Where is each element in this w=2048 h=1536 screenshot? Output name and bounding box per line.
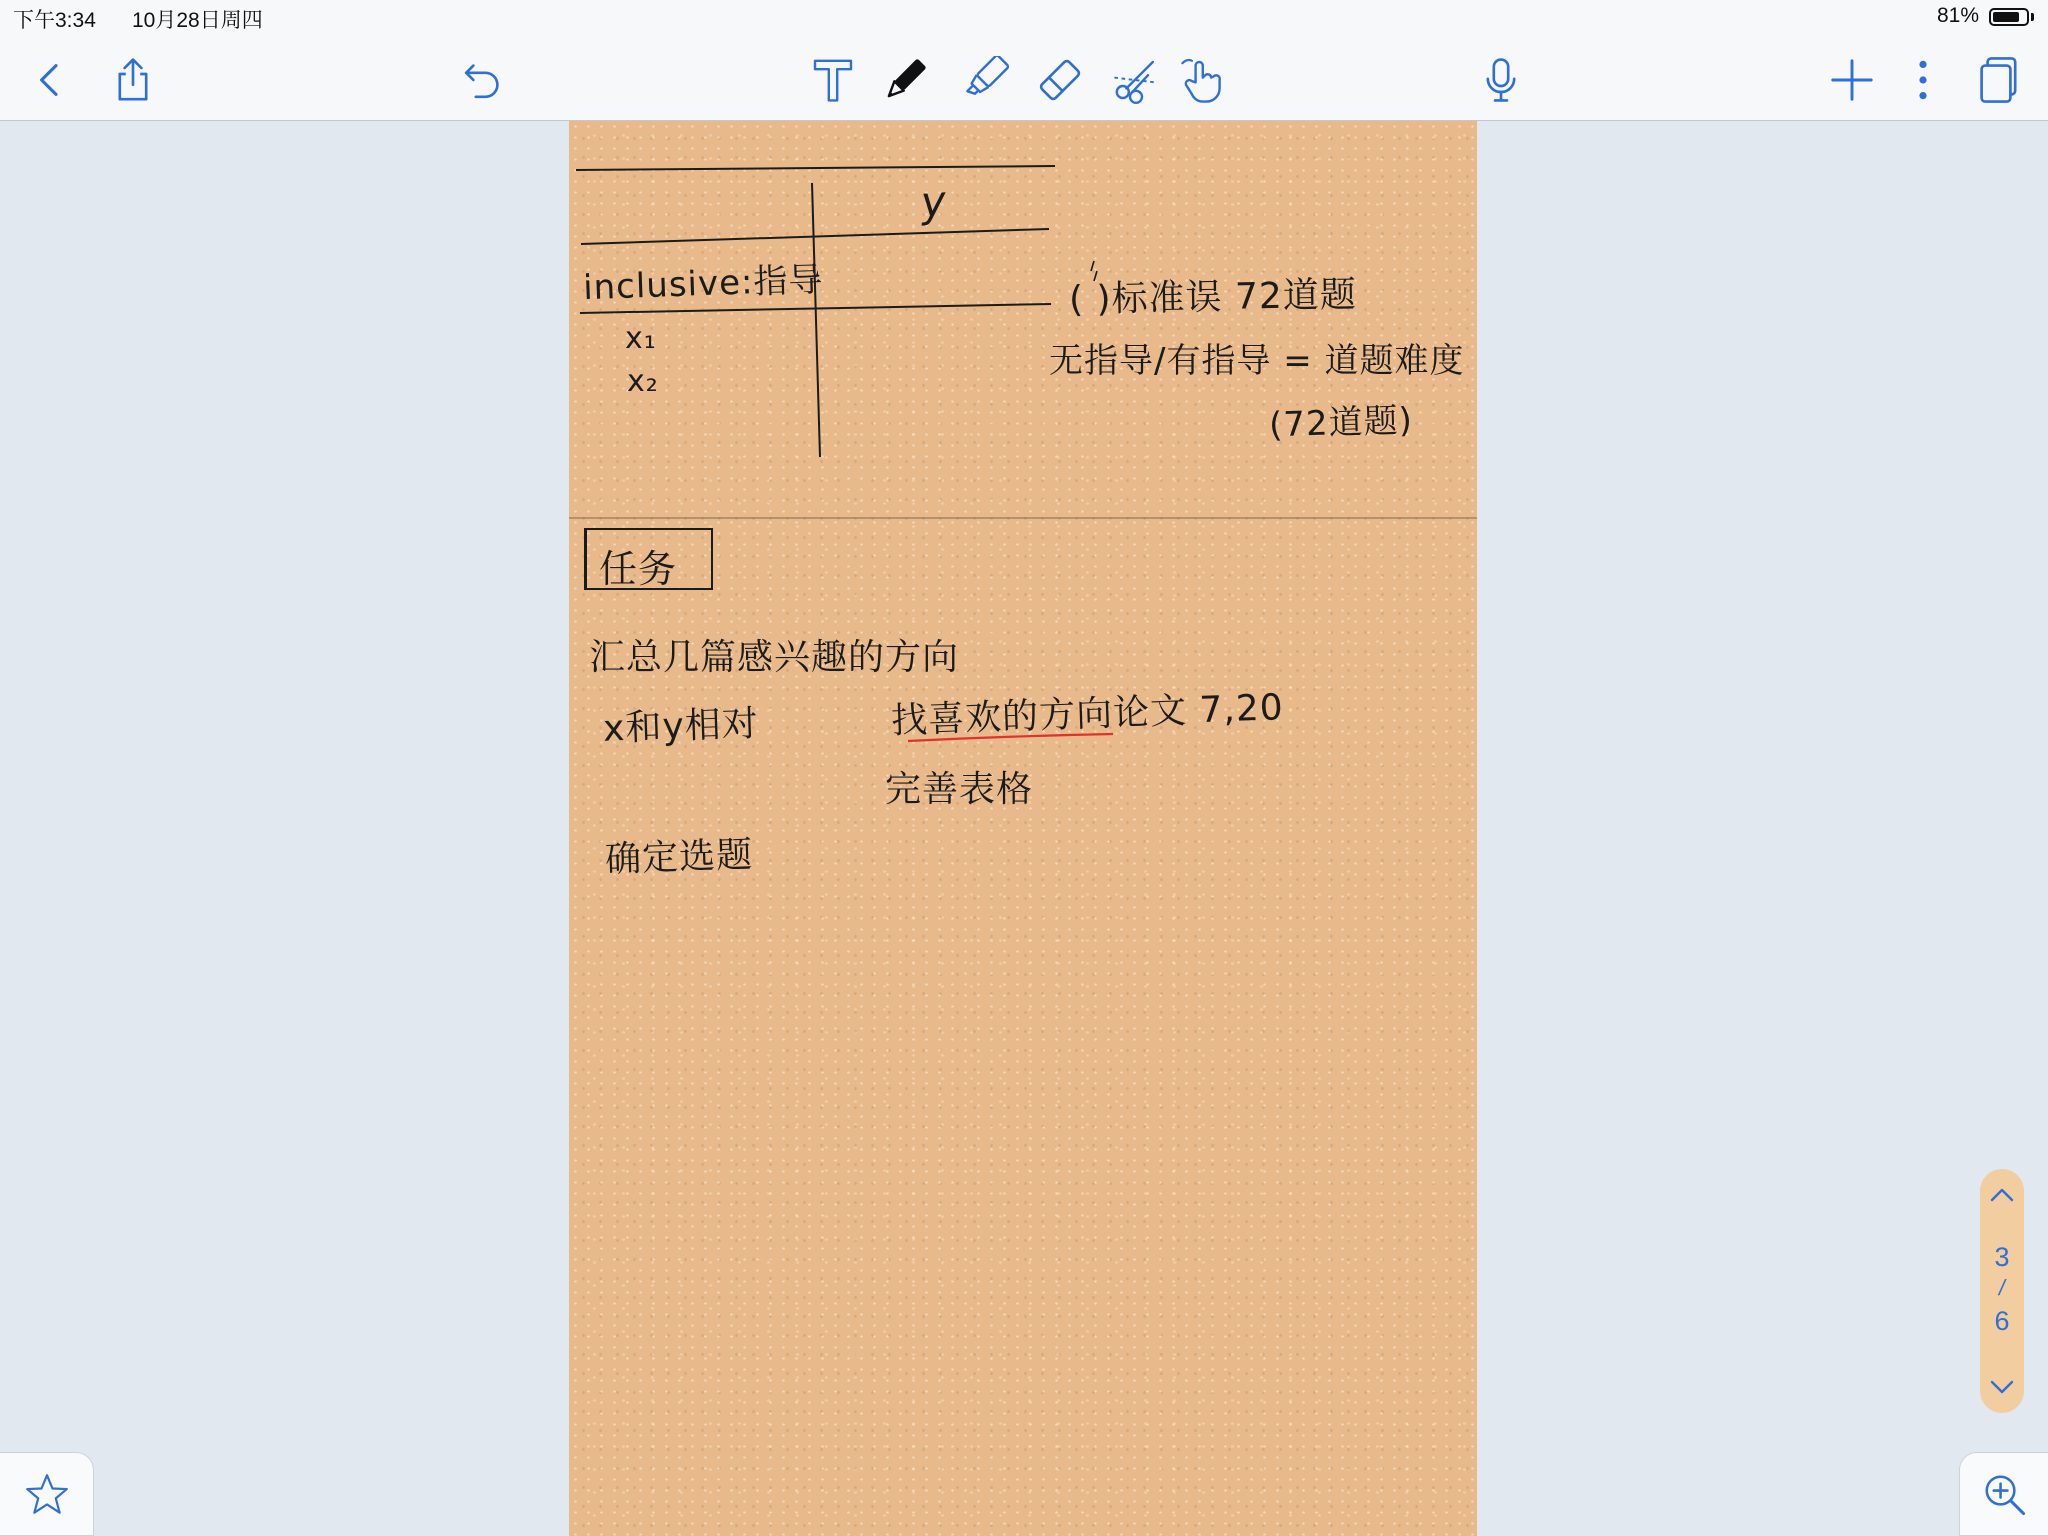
side-note: ( )标准误 72道题 — [1068, 274, 1358, 321]
table-row-label: x₂ — [627, 364, 659, 399]
back-button[interactable] — [24, 54, 76, 106]
page-navigator — [1980, 1169, 2024, 1413]
share-icon — [109, 56, 157, 104]
pen-tool-button[interactable] — [879, 54, 931, 106]
battery-percent: 81% — [1937, 4, 1980, 27]
hand-pointer-icon — [1180, 56, 1228, 104]
task-item: 找喜欢的方向论文 7,20 — [890, 687, 1285, 742]
share-button[interactable] — [107, 54, 159, 106]
total-pages: 6 — [1994, 1306, 2010, 1336]
task-item: x和y相对 — [602, 703, 760, 750]
add-page-button[interactable] — [1826, 54, 1878, 106]
table-row-header: inclusive:指导 — [582, 259, 825, 309]
top-bar — [0, 0, 2048, 121]
side-note: (72道题) — [1268, 400, 1414, 446]
hand-tool-button[interactable] — [1178, 54, 1230, 106]
table-top-line — [576, 166, 1055, 170]
undo-button[interactable] — [457, 54, 509, 106]
side-note: 无指导/有指导 = 道题难度 — [1049, 341, 1465, 381]
pen-icon — [881, 56, 929, 104]
microphone-icon — [1477, 56, 1525, 104]
lasso-tool-button[interactable] — [1110, 54, 1162, 106]
table-header-line — [581, 229, 1049, 244]
task-item: 汇总几篇感兴趣的方向 — [589, 637, 960, 678]
chevron-left-icon — [26, 56, 74, 104]
task-item: 完善表格 — [885, 769, 1034, 810]
section-title: 任务 — [599, 547, 678, 591]
more-button[interactable] — [1897, 54, 1949, 106]
battery-level — [1993, 12, 2019, 22]
battery-terminal — [2031, 13, 2034, 21]
microphone-button[interactable] — [1475, 54, 1527, 106]
highlighter-icon — [962, 56, 1010, 104]
current-page: 3 — [1994, 1242, 2010, 1272]
scissors-icon — [1112, 56, 1160, 104]
section-title-box — [584, 528, 713, 590]
pages-icon — [1972, 56, 2020, 104]
notebook-page[interactable] — [569, 121, 1477, 1536]
more-vertical-icon — [1899, 56, 1947, 104]
chevron-up-icon — [1987, 1180, 2017, 1210]
battery-icon — [1989, 8, 2029, 26]
page-separator: / — [1996, 1275, 2008, 1300]
plus-icon — [1828, 56, 1876, 104]
pages-button[interactable] — [1970, 54, 2022, 106]
status-time: 下午3:34 — [13, 9, 96, 32]
table-column-header: y — [919, 176, 949, 227]
zoom-button[interactable] — [1959, 1452, 2048, 1536]
chevron-down-icon — [1987, 1372, 2017, 1402]
next-page-button[interactable] — [1984, 1369, 2020, 1405]
favorite-button[interactable] — [0, 1452, 94, 1536]
eraser-icon — [1036, 56, 1084, 104]
task-item: 确定选题 — [604, 834, 754, 881]
status-date: 10月28日周四 — [132, 9, 263, 32]
undo-icon — [459, 56, 507, 104]
eraser-tool-button[interactable] — [1034, 54, 1086, 106]
star-icon — [25, 1472, 69, 1516]
table-column-line — [812, 183, 820, 457]
table-row-label: x₁ — [625, 321, 657, 356]
zoom-in-icon — [1981, 1471, 2027, 1517]
text-tool-button[interactable] — [807, 54, 859, 106]
highlighter-tool-button[interactable] — [960, 54, 1012, 106]
text-tool-icon — [809, 56, 857, 104]
previous-page-button[interactable] — [1984, 1177, 2020, 1213]
